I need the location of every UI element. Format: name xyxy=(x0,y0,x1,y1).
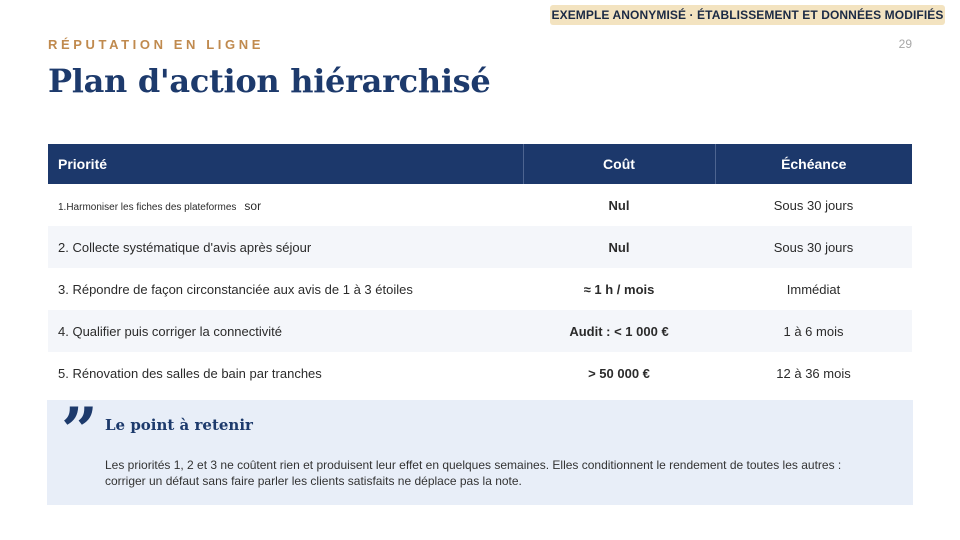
cost-cell: > 50 000 € xyxy=(588,365,650,381)
priority-cell xyxy=(48,184,523,226)
deadline-cell: Sous 30 jours xyxy=(715,226,912,268)
action-plan-table xyxy=(48,144,912,394)
section-kicker: RÉPUTATION EN LIGNE xyxy=(48,37,264,52)
priority-cell: 3. Répondre de façon circonstanciée aux avis de 1 à 3 étoiles xyxy=(58,281,413,297)
cost-cell: Audit : < 1 000 € xyxy=(523,310,715,352)
callout-title: Le point à retenir xyxy=(105,416,253,434)
table-row xyxy=(48,352,912,394)
deadline-cell: 1 à 6 mois xyxy=(715,310,912,352)
quote-icon: ” xyxy=(61,394,98,469)
table-header-row xyxy=(48,144,912,184)
page-number: 29 xyxy=(898,37,912,51)
cost-cell: ≈ 1 h / mois xyxy=(583,281,655,297)
priority-text-suffix: sor xyxy=(244,198,262,213)
deadline-cell: 12 à 36 mois xyxy=(776,365,851,381)
table-row xyxy=(48,184,912,226)
column-header-deadline: Échéance xyxy=(715,144,912,184)
deadline-cell: Sous 30 jours xyxy=(773,197,854,213)
priority-cell: 4. Qualifier puis corriger la connectivité xyxy=(48,310,523,352)
cost-cell: Nul xyxy=(608,197,630,213)
table-row xyxy=(48,268,912,310)
callout-text: Les priorités 1, 2 et 3 ne coûtent rien et produisent leur effet en quelques semaines. Elles conditionnent le rendement de toutes les autres : corriger un défaut sans faire parler les clients satisfaits ne déplace pas la note. xyxy=(105,458,842,488)
table-row xyxy=(48,310,912,352)
priority-cell: 5. Rénovation des salles de bain par tranches xyxy=(58,365,322,381)
deadline-cell: Immédiat xyxy=(786,281,841,297)
priority-cell: 2. Collecte systématique d'avis après séjour xyxy=(48,226,523,268)
cost-cell: Nul xyxy=(523,226,715,268)
key-takeaway-callout xyxy=(47,394,913,505)
page-title: Plan d'action hiérarchisé xyxy=(48,62,491,100)
column-header-priority: Priorité xyxy=(48,144,523,184)
anonymization-badge: EXEMPLE ANONYMISÉ · ÉTABLISSEMENT ET DONNÉES MODIFIÉS xyxy=(550,5,945,25)
column-header-cost: Coût xyxy=(523,144,715,184)
priority-text: 1.Harmoniser les fiches des plateformes xyxy=(58,201,237,213)
table-row xyxy=(48,226,912,268)
